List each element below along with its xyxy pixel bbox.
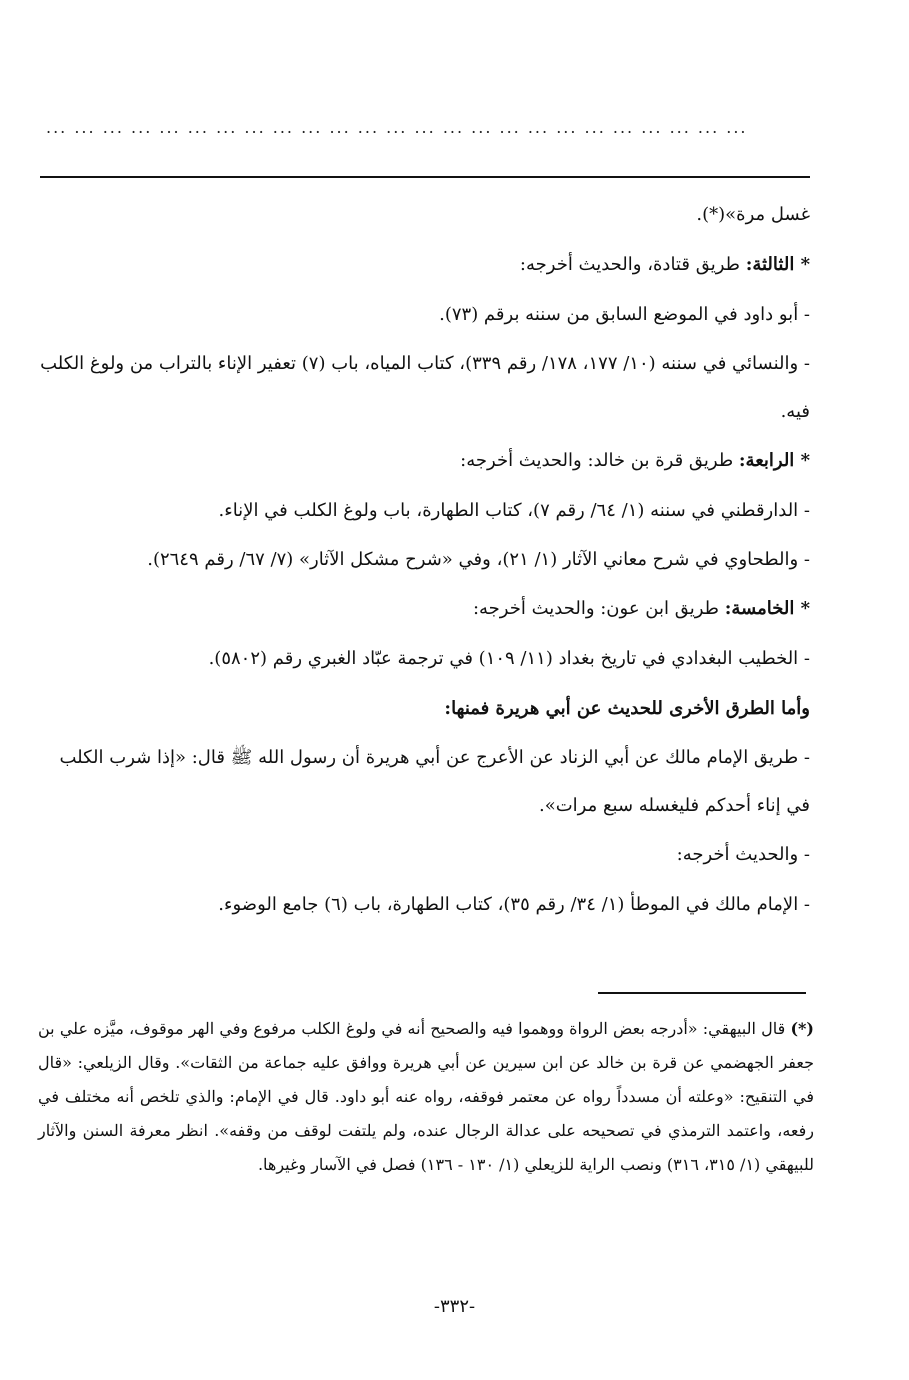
label-fifth: * الخامسة: xyxy=(724,598,810,619)
footnote-marker: (*) xyxy=(790,1019,814,1038)
line-tahawi: - والطحاوي في شرح معاني الآثار (١/ ٢١)، وفي «شرح مشكل الآثار» (٧/ ٦٧/ رقم ٢٦٤٩). xyxy=(147,549,810,570)
footnote-body: قال البيهقي: «أدرجه بعض الرواة ووهموا فيه والصحيح أنه في ولوغ الكلب مرفوع وفي الهر موقوف، ميَّزه علي بن جعفر الجهضمي عن قرة بن خالد عن ابن سيرين عن أبي هريرة ووافق عليه جماعة من الثقات». وقال الزيلعي: «قال في التنقيح: «وعلته أن مسدداً رواه عن معتمر فوقفه، رواه عنه أبو داود. قال في الإمام: والذي تلخص أنه مختلف في رفعه، واعتمد الترمذي في تصحيحه على عدالة الرجال عنده، ولم يلتفت لوقف من وقفه». انظر معرفة السنن والآثار للبيهقي (١/ ٣١٥، ٣١٦) ونصب الراية للزيعلي (١/ ١٣٠ - ١٣٦) فصل في الآسار وغيرها. xyxy=(38,1019,814,1174)
page-number: -٣٣٢- xyxy=(433,1296,476,1317)
line-muwatta: - الإمام مالك في الموطأ (١/ ٣٤/ رقم ٣٥)، كتاب الطهارة، باب (٦) جامع الوضوء. xyxy=(218,894,810,915)
text-fifth: طريق ابن عون: والحديث أخرجه: xyxy=(472,598,725,619)
label-third: * الثالثة: xyxy=(745,254,810,275)
line-khatib: - الخطيب البغدادي في تاريخ بغداد (١١/ ١٠٩) في ترجمة عبّاد الغبري رقم (٥٨٠٢). xyxy=(208,648,810,669)
line-daraqutni: - الدارقطني في سننه (١/ ٦٤/ رقم ٧)، كتاب الطهارة، باب ولوغ الكلب في الإناء. xyxy=(218,500,810,521)
footnote-text xyxy=(38,1012,814,1182)
line-third-route xyxy=(40,240,810,290)
omission-dots: ... ... ... ... ... ... ... ... ... ... ... ... ... ... ... ... ... ... ... ... ... ... ... ... ... xyxy=(46,118,748,137)
line-nasai: - والنسائي في سننه (١٠/ ١٧٧، ١٧٨/ رقم ٣٣٩)، كتاب المياه، باب (٧) تعفير الإناء بالتراب من ولوغ الكلب فيه. xyxy=(40,353,810,422)
line-fifth-route xyxy=(40,584,810,634)
footnote xyxy=(38,1012,814,1182)
footnote-rule xyxy=(598,992,806,994)
line-abu-dawud: - أبو داود في الموضع السابق من سننه برقم (٧٣). xyxy=(439,304,810,325)
line-other-routes: وأما الطرق الأخرى للحديث عن أبي هريرة فمنها: xyxy=(444,698,810,719)
header-rule xyxy=(40,176,810,178)
line-continuation: غسل مرة»(*). xyxy=(696,204,810,225)
line-hadith-extracted: - والحديث أخرجه: xyxy=(676,844,810,865)
line-fourth-route xyxy=(40,436,810,486)
main-text xyxy=(40,190,810,930)
label-fourth: * الرابعة: xyxy=(738,450,810,471)
line-malik-route: - طريق الإمام مالك عن أبي الزناد عن الأعرج عن أبي هريرة أن رسول الله ﷺ قال: «إذا شرب الكلب في إناء أحدكم فليغسله سبع مرات». xyxy=(59,747,810,816)
text-fourth: طريق قرة بن خالد: والحديث أخرجه: xyxy=(460,450,739,471)
text-third: طريق قتادة، والحديث أخرجه: xyxy=(519,254,746,275)
